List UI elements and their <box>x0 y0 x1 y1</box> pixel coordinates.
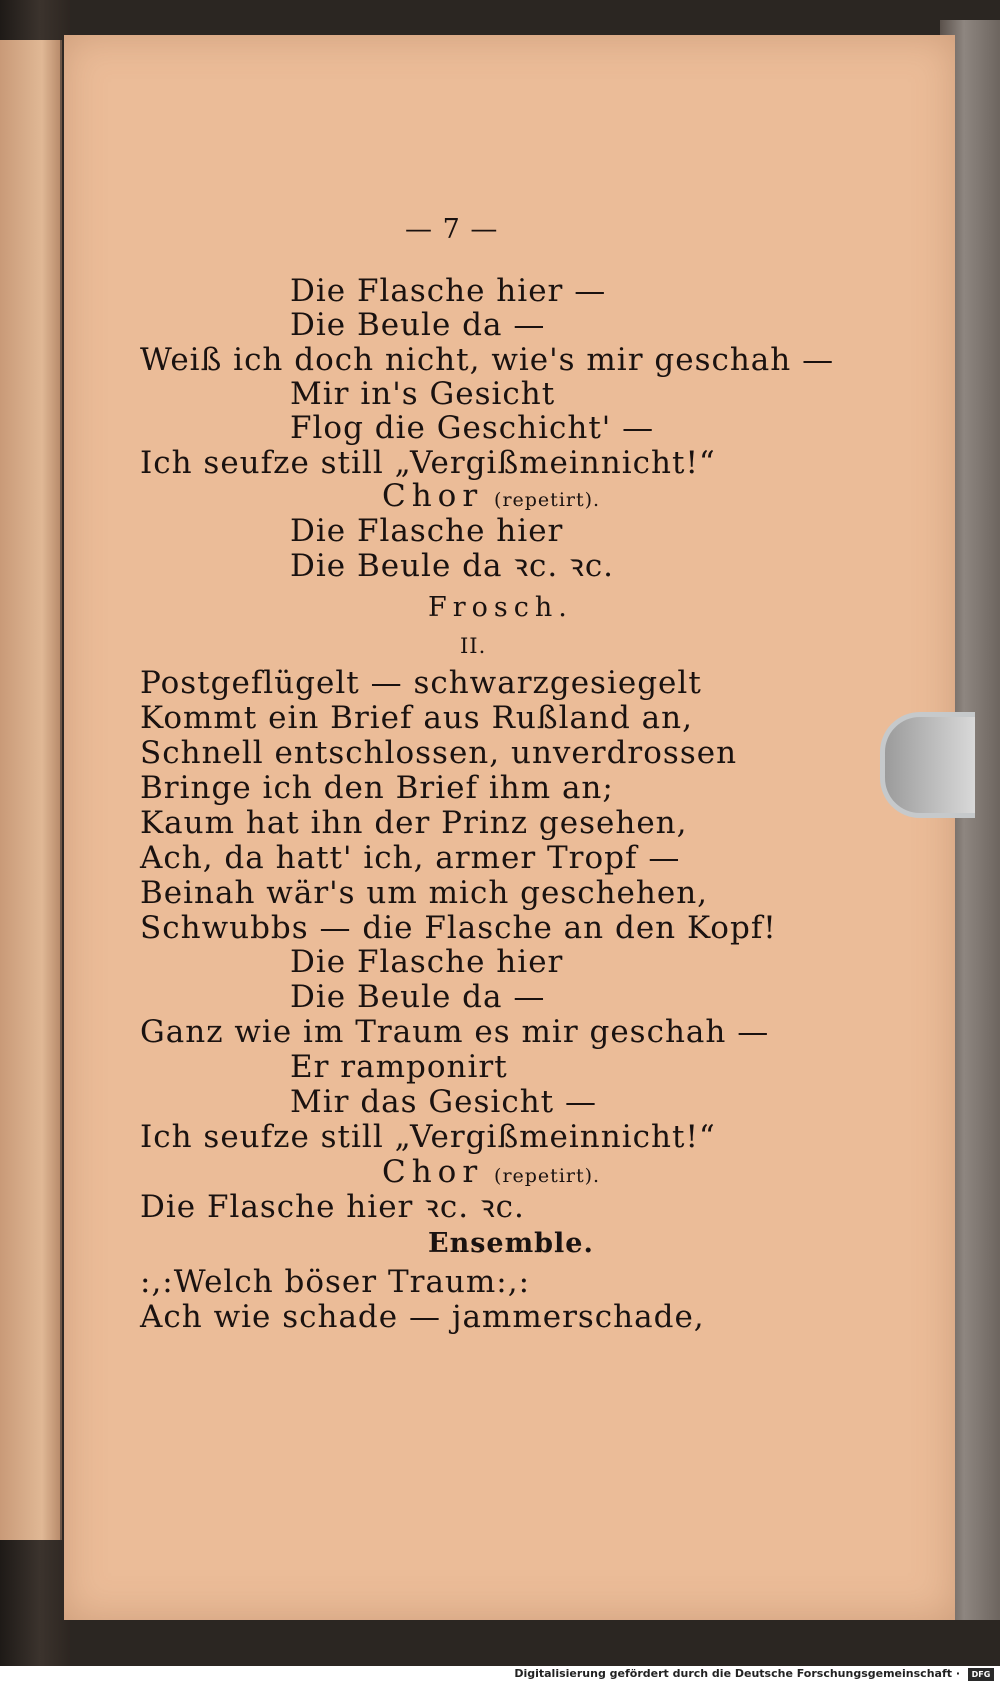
text-line: Die Beule da — <box>290 307 546 343</box>
previous-page-edge <box>0 40 62 1540</box>
text-line: Ganz wie im Traum es mir geschah — <box>140 1014 770 1050</box>
text-line: Beinah wär's um mich geschehen, <box>140 875 709 911</box>
text-line: Flog die Geschicht' — <box>290 410 655 446</box>
text-line: Die Flasche hier <box>290 944 564 980</box>
chorus-note: (repetirt). <box>494 489 601 511</box>
dfg-logo: DFG <box>968 1668 994 1681</box>
text-line: Schnell entschlossen, unverdrossen <box>140 735 738 771</box>
text-line: Die Flasche hier <box>290 513 564 549</box>
chorus-label: Chor <box>382 1154 484 1190</box>
text-line: Kaum hat ihn der Prinz gesehen, <box>140 805 688 841</box>
page-number: — 7 — <box>405 214 499 245</box>
text-line: Er ramponirt <box>290 1049 508 1085</box>
text-line: Weiß ich doch nicht, wie's mir geschah — <box>140 342 835 378</box>
text-line: :,:Welch böser Traum:,: <box>140 1264 531 1300</box>
text-line: Schwubbs — die Flasche an den Kopf! <box>140 910 777 946</box>
text-line: Ich seufze still „Vergißmeinnicht!“ <box>140 445 716 481</box>
text-line: Ach, da hatt' ich, armer Tropf — <box>140 840 681 876</box>
chorus-label: Chor <box>382 478 484 514</box>
chorus-heading <box>382 1154 600 1194</box>
text-line: Kommt ein Brief aus Rußland an, <box>140 700 693 736</box>
text-line: Die Beule da ꝛc. ꝛc. <box>290 548 615 584</box>
text-line: Die Flasche hier — <box>290 273 607 309</box>
text-line: Die Beule da — <box>290 979 546 1015</box>
text-line: Mir das Gesicht — <box>290 1084 597 1120</box>
text-line: Ach wie schade — jammerschade, <box>140 1299 705 1335</box>
chorus-note: (repetirt). <box>494 1165 601 1187</box>
speaker-heading: Frosch. <box>428 592 573 623</box>
chorus-heading <box>382 478 600 518</box>
text-line: Die Flasche hier ꝛc. ꝛc. <box>140 1189 525 1225</box>
page-clip <box>880 712 975 818</box>
text-line: Postgeflügelt — schwarzgesiegelt <box>140 665 702 701</box>
footer-credit: Digitalisierung gefördert durch die Deutsche Forschungsgemeinschaft · <box>514 1667 960 1680</box>
text-line: Bringe ich den Brief ihm an; <box>140 770 614 806</box>
text-line: Ich seufze still „Vergißmeinnicht!“ <box>140 1119 716 1155</box>
verse-number: II. <box>460 634 487 658</box>
ensemble-heading: Ensemble. <box>428 1228 594 1259</box>
text-line: Mir in's Gesicht <box>290 376 556 412</box>
